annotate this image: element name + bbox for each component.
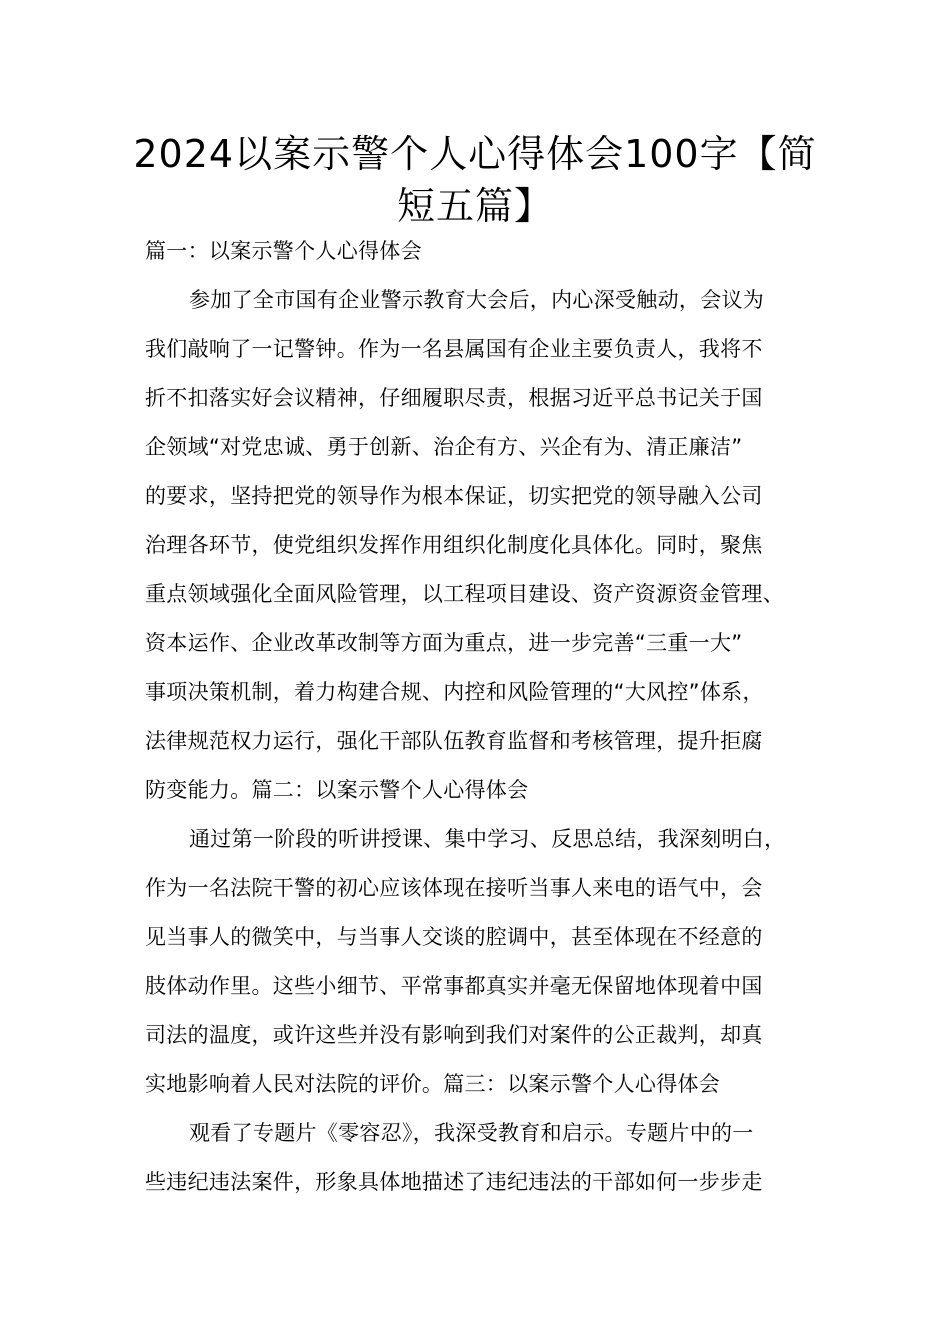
paragraph-line: 司法的温度，或许这些并没有影响到我们对案件的公正裁判，却真: [145, 1023, 763, 1047]
paragraph-line: 观看了专题片《零容忍》，我深受教育和启示。专题片中的一: [189, 1121, 754, 1145]
paragraph-line: 防变能力。篇二：以案示警个人心得体会: [145, 778, 529, 802]
paragraph-line: 参加了全市国有企业警示教育大会后，内心深受触动，会议为: [189, 288, 765, 312]
paragraph-line: 我们敲响了一记警钟。作为一名县属国有企业主要负责人，我将不: [145, 337, 763, 361]
paragraph-line: 重点领域强化全面风险管理，以工程项目建设、资产资源资金管理、: [145, 582, 784, 606]
paragraph-line: 肢体动作里。这些小细节、平常事都真实并毫无保留地体现着中国: [145, 974, 763, 998]
paragraph-line: 实地影响着人民对法院的评价。篇三：以案示警个人心得体会: [145, 1072, 721, 1096]
paragraph-line: 法律规范权力运行，强化干部队伍教育监督和考核管理，提升拒腐: [145, 729, 763, 753]
paragraph-line: 折不扣落实好会议精神，仔细履职尽责，根据习近平总书记关于国: [145, 386, 763, 410]
paragraph-line: 事项决策机制，着力构建合规、内控和风险管理的“大风控”体系，: [145, 680, 764, 704]
title-line-1: 2024以案示警个人心得体会100字【简: [133, 132, 817, 176]
paragraph-line: 的要求，坚持把党的领导作为根本保证，切实把党的领导融入公司: [145, 484, 763, 508]
section-heading-1: 篇一：以案示警个人心得体会: [145, 239, 422, 263]
paragraph-line: 作为一名法院干警的初心应该体现在接听当事人来电的语气中，会: [145, 876, 763, 900]
document-title: [120, 128, 830, 232]
paragraph-line: 通过第一阶段的听讲授课、集中学习、反思总结，我深刻明白，: [189, 827, 786, 851]
paragraph-line: 企领域“对党忠诚、勇于创新、治企有方、兴企有为、清正廉洁”: [145, 435, 743, 459]
paragraph-line: 资本运作、企业改革改制等方面为重点，进一步完善“三重一大”: [145, 631, 743, 655]
paragraph-line: 见当事人的微笑中，与当事人交谈的腔调中，甚至体现在不经意的: [145, 925, 763, 949]
document-body: [145, 236, 830, 1216]
title-line-2: 短五篇】: [396, 184, 553, 228]
paragraph-line: 些违纪违法案件，形象具体地描述了违纪违法的干部如何一步步走: [145, 1170, 763, 1194]
paragraph-line: 治理各环节，使党组织发挥作用组织化制度化具体化。同时，聚焦: [145, 533, 763, 557]
